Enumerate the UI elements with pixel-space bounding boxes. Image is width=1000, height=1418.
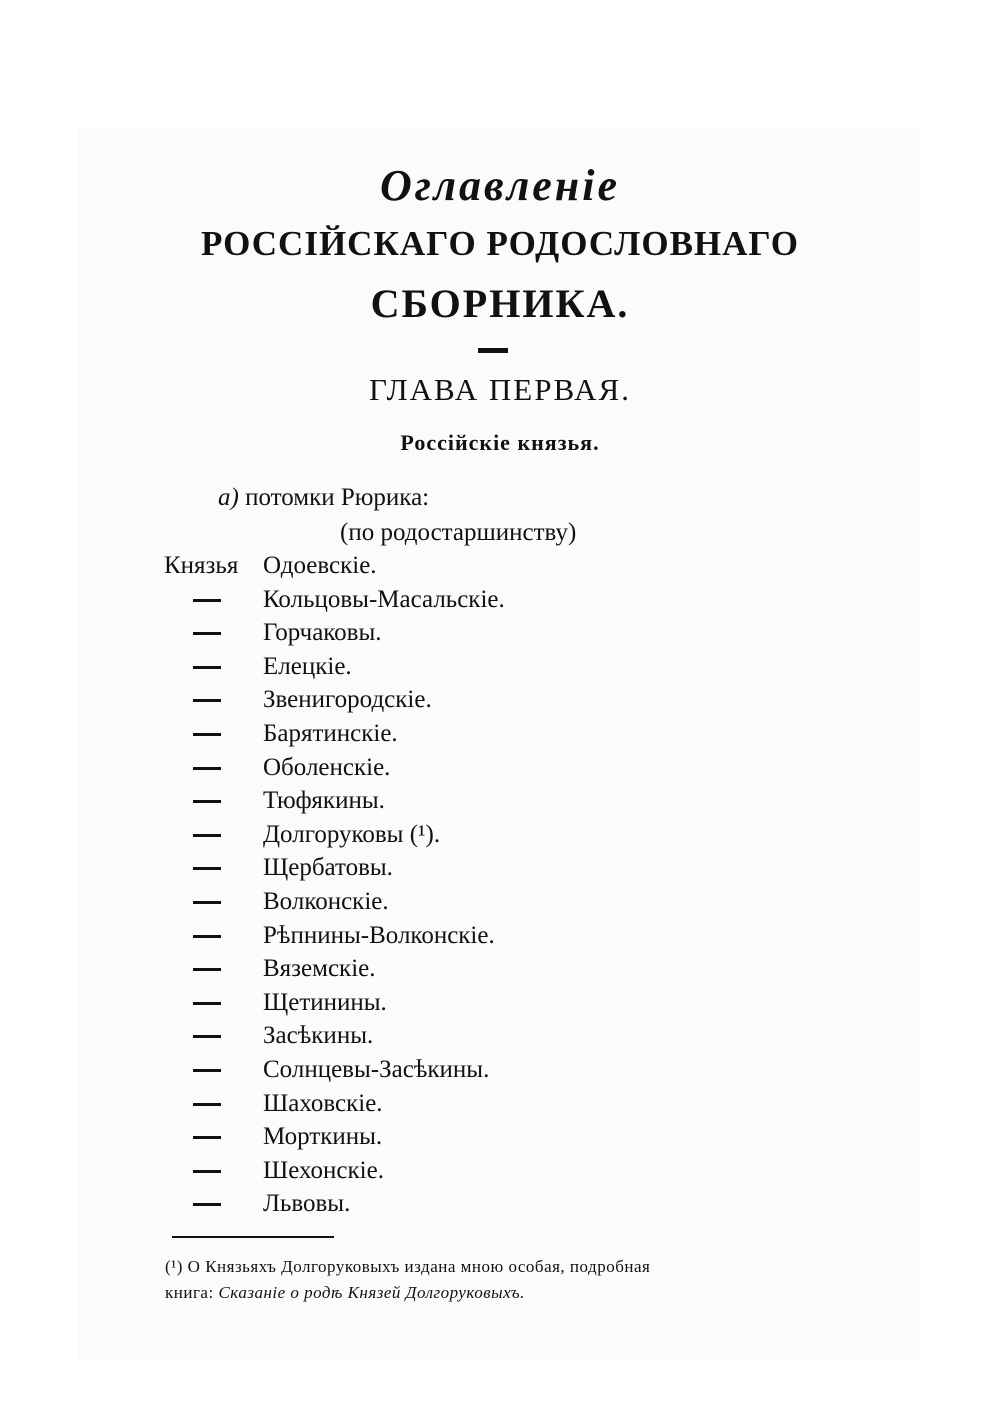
entry-name: Звенигородскіе. (263, 686, 432, 714)
entry-name: Щербатовы. (263, 854, 393, 882)
entry-name: Волконскіе. (263, 887, 389, 915)
entry-name: Тюфякины. (263, 787, 385, 815)
ditto-dash (193, 968, 221, 971)
ditto-dash (193, 632, 221, 635)
ditto-dash (193, 666, 221, 669)
list-item (0, 618, 1000, 652)
list-item (0, 1089, 1000, 1123)
list-item (0, 1156, 1000, 1190)
title-divider (478, 348, 508, 353)
list-item (0, 652, 1000, 686)
entry-name: Шаховскіе. (263, 1089, 383, 1117)
entry-name: Долгоруковы (¹). (263, 820, 441, 848)
entry-name: Солнцевы-Засѣкины. (263, 1055, 490, 1083)
page-subtitle: РОССІЙСКАГО РОДОСЛОВНАГО (200, 224, 800, 263)
footnote-line-2-prefix: книга: (165, 1283, 214, 1302)
entry-name: Морткины. (263, 1123, 383, 1151)
ditto-dash (193, 1002, 221, 1005)
ditto-dash (193, 800, 221, 803)
ditto-dash (193, 699, 221, 702)
list-item (0, 1122, 1000, 1156)
section-letter: а) (218, 484, 239, 511)
ditto-dash (193, 901, 221, 904)
entry-name: Елецкіе. (263, 652, 352, 680)
footnote-book-title: Сказаніе о родѣ Князей Долгоруковыхъ. (218, 1283, 525, 1302)
entry-name: Вяземскіе. (263, 955, 376, 983)
entry-name: Рѣпнины-Волконскіе. (263, 921, 495, 949)
list-item (0, 1189, 1000, 1223)
list-item (0, 786, 1000, 820)
list-item (0, 719, 1000, 753)
list-item (0, 753, 1000, 787)
entry-name: Щетинины. (263, 988, 387, 1016)
section-text: потомки Рюрика: (245, 484, 430, 511)
entry-name: Кольцовы-Масальскіе. (263, 585, 505, 613)
ditto-dash (193, 599, 221, 602)
list-item (0, 585, 1000, 619)
list-item (0, 921, 1000, 955)
footnote-line-1: (¹) О Князьяхъ Долгоруковыхъ издана мною особая, подробная (165, 1257, 651, 1276)
ditto-dash (193, 767, 221, 770)
ditto-dash (193, 1035, 221, 1038)
entry-list (0, 551, 1000, 1223)
entry-name: Засѣкины. (263, 1022, 374, 1050)
footnote-rule (172, 1236, 334, 1238)
page-subtitle-2: СБОРНИКА. (370, 281, 630, 326)
ditto-dash (193, 935, 221, 938)
entry-name: Барятинскіе. (263, 719, 398, 747)
entry-name: Львовы. (263, 1190, 351, 1218)
footnote-line-2 (165, 1280, 845, 1306)
chapter-title: ГЛАВА ПЕРВАЯ. (369, 372, 631, 407)
list-item (0, 1055, 1000, 1089)
entry-name: Горчаковы. (263, 619, 382, 647)
ditto-dash (193, 1203, 221, 1206)
list-item (0, 887, 1000, 921)
list-item (0, 988, 1000, 1022)
footnote (165, 1254, 845, 1306)
entry-name: Шехонскіе. (263, 1156, 384, 1184)
list-item (0, 954, 1000, 988)
section-heading (218, 483, 429, 513)
ditto-dash (193, 1103, 221, 1106)
chapter-subtitle: Россійскіе князья. (400, 430, 600, 455)
list-item (0, 853, 1000, 887)
entry-name: Одоевскіе. (263, 552, 377, 579)
ditto-dash (193, 834, 221, 837)
list-item (0, 551, 1000, 585)
list-item (0, 685, 1000, 719)
ditto-dash (193, 867, 221, 870)
entry-label: Князья (164, 552, 239, 579)
list-item (0, 820, 1000, 854)
section-note: (по родостаршинству) (340, 519, 577, 546)
ditto-dash (193, 733, 221, 736)
entry-name: Оболенскіе. (263, 753, 391, 781)
ditto-dash (193, 1170, 221, 1173)
page-title: Оглавленіе (380, 161, 620, 210)
ditto-dash (193, 1136, 221, 1139)
ditto-dash (193, 1069, 221, 1072)
list-item (0, 1021, 1000, 1055)
